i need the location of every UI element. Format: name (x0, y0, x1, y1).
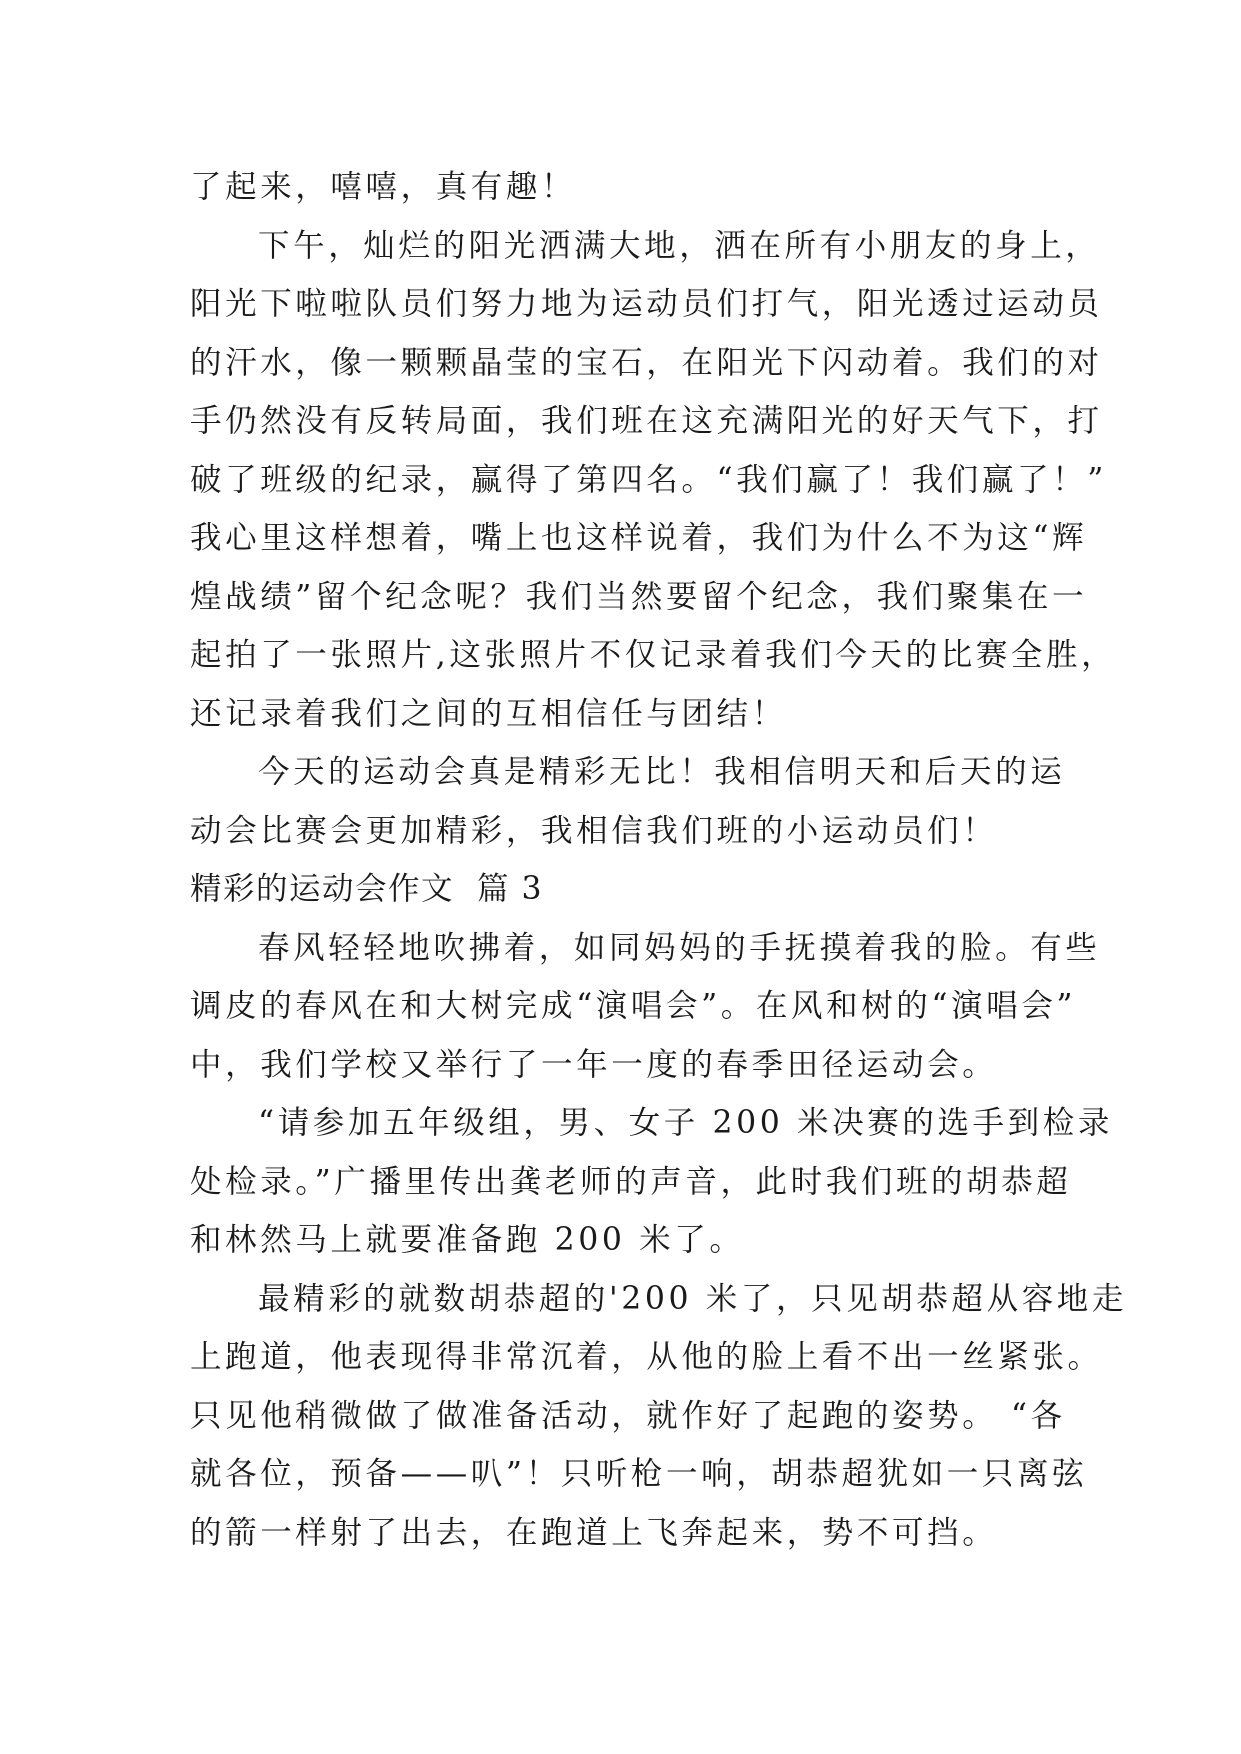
paragraph-first-line: “请参加五年级组，男、女子 200 米决赛的选手到检录 (258, 1105, 1113, 1141)
text-line: 和林然马上就要准备跑 200 米了。 (190, 1222, 745, 1258)
text-line: 还记录着我们之间的互相信任与团结！ (190, 695, 787, 732)
text-line: 起拍了一张照片,这张照片不仅记录着我们今天的比赛全胜， (190, 637, 1117, 673)
text-line: 调皮的春风在和大树完成“演唱会”。在风和树的“演唱会” (190, 988, 1077, 1024)
text-line: 阳光下啦啦队员们努力地为运动员们打气，阳光透过运动员 (190, 286, 1103, 322)
text-line: 的箭一样射了出去，在跑道上飞奔起来，势不可挡。 (190, 1514, 998, 1551)
text-line: 就各位，预备——叭”！只听枪一响，胡恭超犹如一只离弦 (190, 1456, 1088, 1492)
paragraph-first-line: 下午，灿烂的阳光洒满大地，洒在所有小朋友的身上， (258, 227, 1101, 264)
paragraph-first-line: 今天的运动会真是精彩无比！我相信明天和后天的运 (258, 754, 1066, 790)
text-line: 了起来，嘻嘻，真有趣！ (190, 169, 577, 205)
text-line: 的汗水，像一颗颗晶莹的宝石，在阳光下闪动着。我们的对 (190, 344, 1103, 381)
text-line: 煌战绩”留个纪念呢？我们当然要留个纪念，我们聚集在一 (190, 578, 1088, 615)
text-line: 动会比赛会更加精彩，我相信我们班的小运动员们！ (190, 812, 998, 849)
paragraph-first-line: 最精彩的就数胡恭超的'200 米了，只见胡恭超从容地走 (258, 1280, 1127, 1317)
text-line: 中，我们学校又举行了一年一度的春季田径运动会。 (190, 1046, 998, 1083)
text-line: 我心里这样想着，嘴上也这样说着，我们为什么不为这“辉 (190, 520, 1088, 556)
section-heading: 精彩的运动会作文 篇 3 (190, 871, 544, 907)
text-line: 上跑道，他表现得非常沉着，从他的脸上看不出一丝紧张。 (190, 1339, 1103, 1375)
text-line: 处检录。”广播里传出龚老师的声音，此时我们班的胡恭超 (190, 1163, 1072, 1200)
paragraph-first-line: 春风轻轻地吹拂着，如同妈妈的手抚摸着我的脸。有些 (258, 929, 1101, 966)
document-body (190, 158, 1127, 1562)
text-line: 手仍然没有反转局面，我们班在这充满阳光的好天气下，打 (190, 403, 1103, 439)
text-line: 只见他稍微做了做准备活动，就作好了起跑的姿势。 “各 (190, 1397, 1066, 1434)
text-line: 破了班级的纪录，赢得了第四名。“我们赢了！我们赢了！” (190, 461, 1107, 498)
